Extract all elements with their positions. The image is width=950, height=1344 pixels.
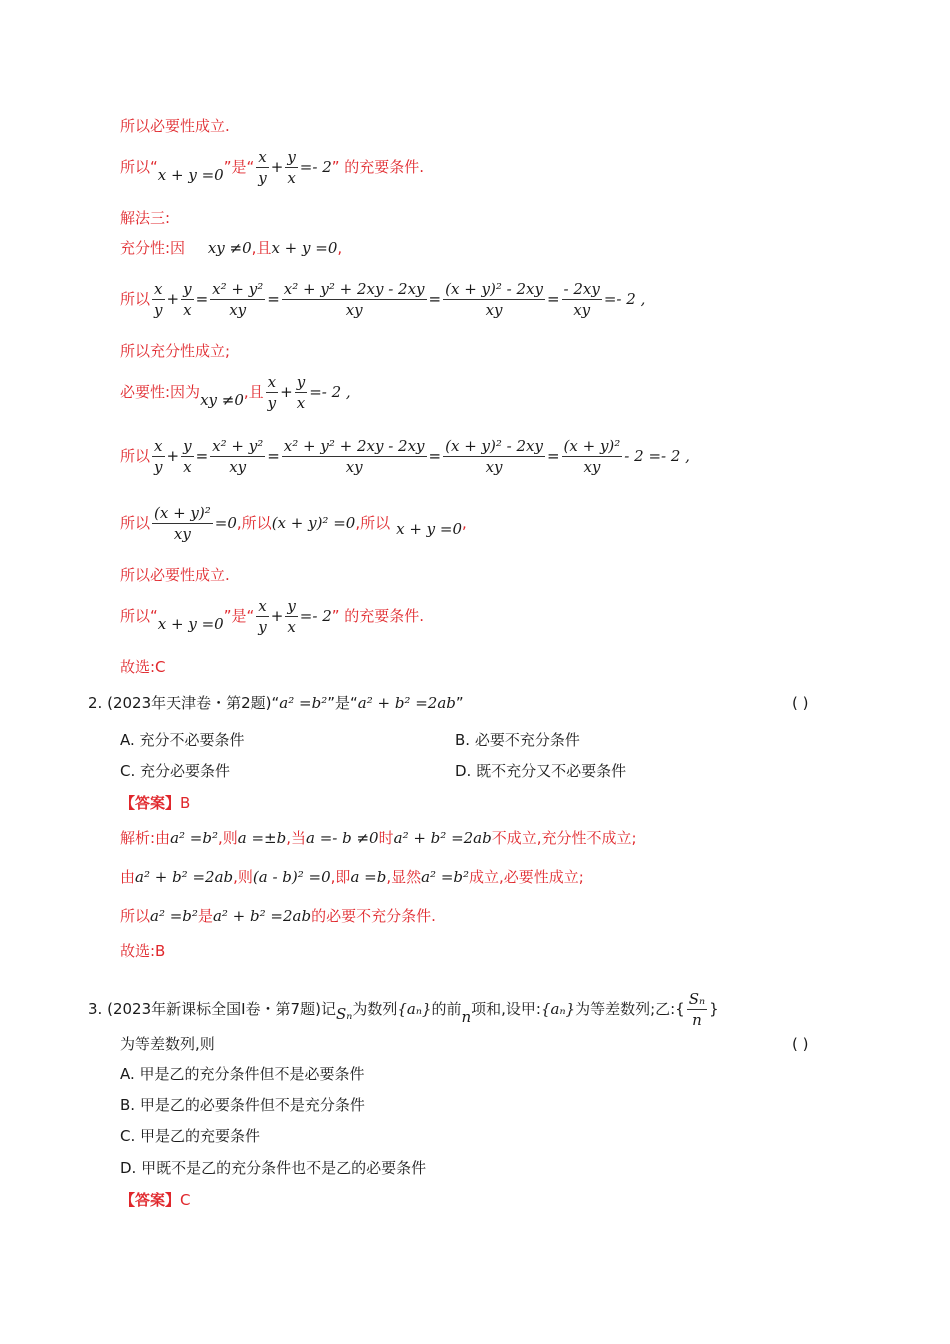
math: (x + y)² =0: [271, 514, 356, 532]
text: ,所以: [236, 514, 272, 532]
fraction: [562, 437, 623, 476]
option-c: C. 充分必要条件: [120, 762, 231, 780]
text: ,则: [233, 868, 253, 886]
text: ,所以: [355, 514, 391, 532]
frac-den: x: [183, 301, 192, 319]
fraction: [295, 373, 307, 412]
frac-den: x: [183, 458, 192, 476]
frac-num: (x + y)²: [563, 437, 621, 455]
necessity-derivation: 所以 $\frac{x}{y}$ + $\frac{y}{x}$ = $\frac{\text{x² + y²}}{xy}$ = $\frac{\text{x² + y² + 2xy - 2xy}}{xy}$ = $\frac{\text{(x + y)² - 2xy}}{xy}$ = $\frac{\text{(x + y)²}}{xy}$ - 2 =- 2 ,: [120, 437, 690, 476]
option-b: B. 甲是乙的必要条件但不是充分条件: [120, 1096, 365, 1114]
text: ,: [462, 514, 467, 532]
frac-num: x: [152, 280, 164, 300]
text: 的必要不充分条件.: [311, 907, 436, 925]
analysis-line-3: [120, 906, 436, 926]
answer-label: 【答案】: [120, 1191, 181, 1209]
math: - 2 =- 2 ,: [624, 447, 690, 465]
frac-num: x: [266, 373, 278, 393]
conclusion-sufficiency: 所以充分性成立;: [120, 342, 231, 360]
math: x + y =0: [271, 239, 338, 257]
text: 不成立,充分性不成立;: [491, 829, 637, 847]
text: (2023年天津卷・第2题)“: [107, 694, 280, 712]
math: x + y =0: [396, 520, 463, 538]
text: ”是“: [327, 694, 358, 712]
text: ,且: [251, 239, 272, 257]
option-b: B. 必要不充分条件: [455, 731, 580, 749]
frac-num: x: [152, 437, 164, 457]
fraction: [256, 148, 268, 187]
math: n: [461, 1008, 472, 1026]
text: 所以“: [120, 158, 158, 176]
fraction: [266, 373, 278, 412]
fraction: [152, 280, 164, 319]
frac-den: x: [296, 394, 306, 412]
frac-den: xy: [229, 458, 247, 476]
math: (a - b)² =0: [252, 868, 331, 886]
frac-den: n: [692, 1011, 702, 1029]
text: ,当: [286, 829, 306, 847]
sufficiency-derivation: 所以 $\frac{x}{y}$ + $\frac{y}{x}$ = $\frac{\text{x² + y²}}{xy}$ = $\frac{\text{x² + y² + 2xy - 2xy}}{xy}$ = $\frac{\text{(x + y)² - 2xy}}{xy}$ = $\frac{- 2xy}{xy}$ =- 2 ,: [120, 280, 646, 319]
frac-den: xy: [345, 458, 363, 476]
fraction: [181, 437, 193, 476]
frac-den: x: [287, 618, 296, 636]
text: ,显然: [386, 868, 422, 886]
frac-den: y: [258, 169, 267, 187]
frac-num: y: [183, 437, 192, 455]
fraction: [285, 597, 297, 636]
fraction: [687, 990, 707, 1029]
text: ,则: [217, 829, 238, 847]
frac-num: Sₙ: [688, 990, 706, 1008]
necessity-premise: 必要性:因为xy ≠0,且 $\frac{x}{y}$ + $\frac{y}{x}$ =- 2 ,: [120, 373, 351, 412]
math: x + y =0: [157, 615, 224, 633]
math: a =- b ≠0: [306, 829, 379, 847]
answer-choice-2: 故选:B: [120, 942, 166, 960]
fraction: [285, 148, 297, 187]
answer-paren: ( ): [792, 1035, 809, 1053]
math: a² + b² =2ab: [393, 829, 492, 847]
conclusion-equivalent-2: 所以“x + y =0”是“ $\frac{x}{y}$ + $\frac{y}{x}$ =- 2” 的充要条件.: [120, 597, 425, 636]
text: 解析:由: [120, 829, 171, 847]
fraction: [443, 437, 545, 476]
math: =0: [214, 514, 237, 532]
answer-choice-1: 故选:C: [120, 658, 166, 676]
frac-den: xy: [173, 525, 191, 543]
sufficiency-premise: [120, 238, 342, 258]
text: 所以: [120, 514, 151, 532]
text: (2023年新课标全国Ⅰ卷・第7题)记: [107, 1000, 336, 1018]
fraction: [256, 597, 268, 636]
frac-den: y: [258, 618, 267, 636]
text: ,: [337, 239, 343, 257]
frac-den: xy: [583, 458, 601, 476]
frac-num: (x + y)² - 2xy: [445, 437, 543, 455]
math: a² =b²: [170, 829, 218, 847]
fraction: [210, 437, 265, 476]
text: ”是“: [223, 158, 255, 176]
frac-den: y: [267, 394, 277, 412]
question-3-stem-continued: 为等差数列,则: [120, 1035, 215, 1053]
math: Sₙ: [335, 1005, 353, 1023]
math: =- 2 ,: [603, 290, 646, 308]
text: 必要性:因为: [120, 383, 201, 401]
text: 项和,设甲:: [471, 1000, 541, 1018]
math: a² =b²: [279, 694, 328, 712]
math: a =±b: [237, 829, 287, 847]
math: a² =b²: [421, 868, 470, 886]
math: xy ≠0: [200, 391, 244, 409]
text: 所以: [120, 907, 151, 925]
question-3-stem: 3. (2023年新课标全国Ⅰ卷・第7题)记Sₙ为数列{aₙ}的前n项和,设甲:{aₙ}为等差数列;乙:{ $\frac{\text{Sₙ}}{n}$ }: [88, 990, 719, 1029]
text: 所以“: [120, 607, 158, 625]
answer-paren: ( ): [792, 694, 809, 712]
frac-num: - 2xy: [563, 280, 600, 298]
text: 充分性:因: [120, 239, 186, 257]
conclusion-equivalent-1: 所以“x + y =0”是“ $\frac{x}{y}$ + $\frac{y}{x}$ =- 2” 的充要条件.: [120, 148, 425, 187]
frac-num: (x + y)² - 2xy: [445, 280, 543, 298]
math: a =b: [350, 868, 387, 886]
fraction: [210, 280, 265, 319]
text: ”: [455, 694, 464, 712]
fraction: [282, 280, 427, 319]
frac-num: x² + y² + 2xy - 2xy: [283, 280, 425, 298]
fraction: [152, 437, 164, 476]
option-d: D. 既不充分又不必要条件: [455, 762, 627, 780]
text: ,且: [243, 383, 264, 401]
fraction: [443, 280, 545, 319]
frac-num: y: [183, 280, 192, 298]
math: {aₙ}: [540, 1000, 576, 1018]
text: 所以: [120, 290, 151, 308]
frac-den: xy: [573, 301, 591, 319]
answer-value: B: [180, 794, 191, 812]
text: 时: [378, 829, 394, 847]
frac-den: xy: [485, 301, 503, 319]
frac-num: x² + y²: [212, 280, 264, 298]
math: =- 2: [299, 607, 332, 625]
answer-line: [120, 1190, 191, 1210]
math: {aₙ}: [397, 1000, 432, 1018]
question-number: 3.: [88, 1000, 103, 1018]
math: x + y =0: [157, 166, 224, 184]
fraction: [562, 280, 602, 319]
frac-den: y: [154, 301, 163, 319]
analysis-line-1: [120, 828, 637, 848]
frac-num: y: [296, 373, 306, 391]
answer-label: 【答案】: [120, 794, 181, 812]
answer-line: [120, 793, 190, 813]
text: 是: [197, 907, 213, 925]
fraction: [282, 437, 427, 476]
math: a² + b² =2ab: [212, 907, 312, 925]
fraction: [152, 504, 213, 543]
conclusion-necessity-2: 所以必要性成立.: [120, 566, 230, 584]
option-a: A. 甲是乙的充分条件但不是必要条件: [120, 1065, 365, 1083]
answer-value: C: [180, 1191, 191, 1209]
text: 为等差数列;乙:: [575, 1000, 676, 1018]
frac-num: x: [256, 597, 268, 617]
text: ”是“: [223, 607, 255, 625]
math: a² =b²: [150, 907, 198, 925]
text: ” 的充要条件.: [331, 607, 425, 625]
frac-num: y: [287, 597, 296, 615]
frac-den: xy: [345, 301, 363, 319]
text: 为数列: [352, 1000, 398, 1018]
math: a² + b² =2ab: [357, 694, 456, 712]
fraction: [181, 280, 193, 319]
option-a: A. 充分不必要条件: [120, 731, 245, 749]
frac-num: y: [287, 148, 296, 166]
conclusion-necessity-1: 所以必要性成立.: [120, 117, 230, 135]
necessity-result: [120, 504, 467, 543]
option-c: C. 甲是乙的充要条件: [120, 1127, 261, 1145]
frac-num: (x + y)²: [154, 504, 211, 522]
frac-num: x² + y²: [212, 437, 264, 455]
frac-den: x: [287, 169, 296, 187]
math: a² + b² =2ab: [135, 868, 234, 886]
question-2-stem: [88, 693, 464, 713]
frac-den: y: [154, 458, 163, 476]
text: 的前: [431, 1000, 462, 1018]
math: xy ≠0: [207, 239, 252, 257]
text: 由: [120, 868, 136, 886]
frac-num: x: [256, 148, 268, 168]
text: ” 的充要条件.: [331, 158, 425, 176]
frac-num: x² + y² + 2xy - 2xy: [283, 437, 425, 455]
question-number: 2.: [88, 694, 103, 712]
text: 成立,必要性成立;: [469, 868, 584, 886]
analysis-line-2: [120, 867, 584, 887]
text: ,即: [330, 868, 351, 886]
text: 所以: [120, 447, 151, 465]
frac-den: xy: [485, 458, 503, 476]
method-three-heading: 解法三:: [120, 209, 171, 227]
math: =- 2 ,: [309, 383, 351, 401]
frac-den: xy: [229, 301, 247, 319]
option-d: D. 甲既不是乙的充分条件也不是乙的必要条件: [120, 1159, 427, 1177]
math: =- 2: [299, 158, 332, 176]
